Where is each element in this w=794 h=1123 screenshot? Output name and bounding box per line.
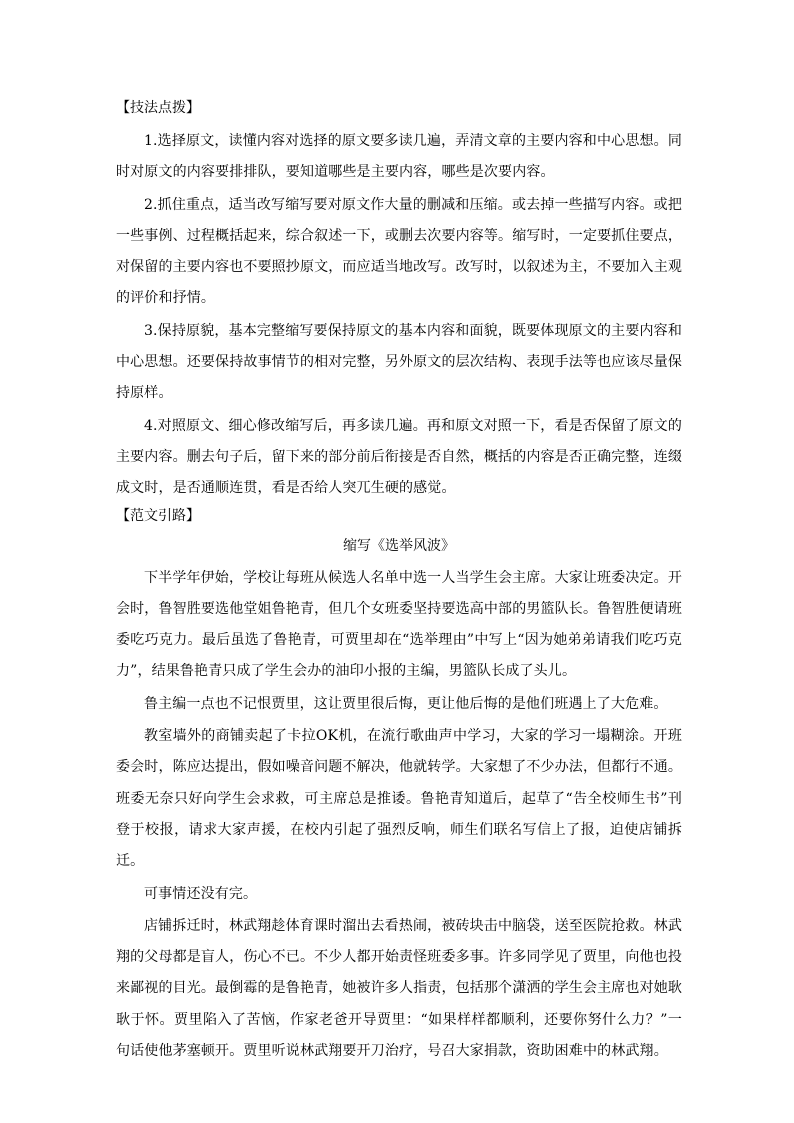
essay-paragraph: 鲁主编一点也不记恨贾里，这让贾里很后悔，更让他后悔的是他们班遇上了大危难。 bbox=[144, 695, 668, 712]
techniques-paragraph: 4.对照原文、细心修改缩写后，再多读几遍。再和原文对照一下，看是否保留了原文的主要内容。删去句子后，留下来的部分前后衔接是否自然，概括的内容是否正确完整，连缀成文时，是否通顺连贯，看是否给人突兀生硬的感觉。 bbox=[116, 417, 682, 497]
techniques-paragraph: 3.保持原貌，基本完整缩写要保持原文的基本内容和面貌，既要体现原文的主要内容和中心思想。还要保持故事情节的相对完整，另外原文的层次结构、表现手法等也应该尽量保持原样。 bbox=[116, 322, 682, 402]
techniques-paragraph: 1.选择原文，读懂内容对选择的原文要多读几遍，弄清文章的主要内容和中心思想。同时对原文的内容要排排队，要知道哪些是主要内容，哪些是次要内容。 bbox=[116, 133, 682, 181]
essay-title: 缩写《选举风波》 bbox=[343, 537, 455, 554]
essay-paragraph: 可事情还没有完。 bbox=[144, 885, 258, 902]
essay-paragraph: 店铺拆迁时，林武翔趁体育课时溜出去看热闹，被砖块击中脑袋，送至医院抢救。林武翔的父母都是盲人，伤心不已。不少人都开始责怪班委多事。许多同学见了贾里，向他也投来鄙视的目光。最倒霉的是鲁艳青，她被许多人指责，包括那个潇洒的学生会主席也对她耿耿于怀。贾里陷入了苦恼，作家老爸开导贾里：“如果样样都顺利，还要你努什么力？”一句话使他茅塞顿开。贾里听说林武翔要开刀治疗，号召大家捐款，资助困难中的林武翔。 bbox=[116, 917, 682, 1060]
techniques-paragraph: 2.抓住重点，适当改写缩写要对原文作大量的删减和压缩。或去掉一些描写内容。或把一些事例、过程概括起来，综合叙述一下，或删去次要内容等。缩写时，一定要抓住要点，对保留的主要内容也不要照抄原文，而应适当地改写。改写时，以叙述为主，不要加入主观的评价和抒情。 bbox=[116, 196, 682, 307]
essay-paragraph: 教室墙外的商铺卖起了卡拉OK机，在流行歌曲声中学习，大家的学习一塌糊涂。开班委会时，陈应达提出，假如噪音问题不解决，他就转学。大家想了不少办法，但都行不通。班委无奈只好向学生会求救，可主席总是推诿。鲁艳青知道后，起草了“告全校师生书”刊登于校报，请求大家声援，在校内引起了强烈反响，师生们联名写信上了报，迫使店铺拆迁。 bbox=[116, 728, 682, 870]
example-section bbox=[116, 506, 682, 1068]
essay-paragraph: 下半学年伊始，学校让每班从候选人名单中选一人当学生会主席。大家让班委决定。开会时，鲁智胜要选他堂姐鲁艳青，但几个女班委坚持要选高中部的男篮队长。鲁智胜便请班委吃巧克力。最后虽选了鲁艳青，可贾里却在“选举理由”中写上“因为她弟弟请我们吃巧克力”，结果鲁艳青只成了学生会办的油印小报的主编，男篮队长成了头儿。 bbox=[116, 569, 682, 680]
techniques-section bbox=[116, 98, 682, 505]
techniques-heading: 【技法点拨】 bbox=[116, 100, 200, 116]
document-page bbox=[116, 98, 682, 1068]
example-heading: 【范文引路】 bbox=[116, 507, 200, 524]
